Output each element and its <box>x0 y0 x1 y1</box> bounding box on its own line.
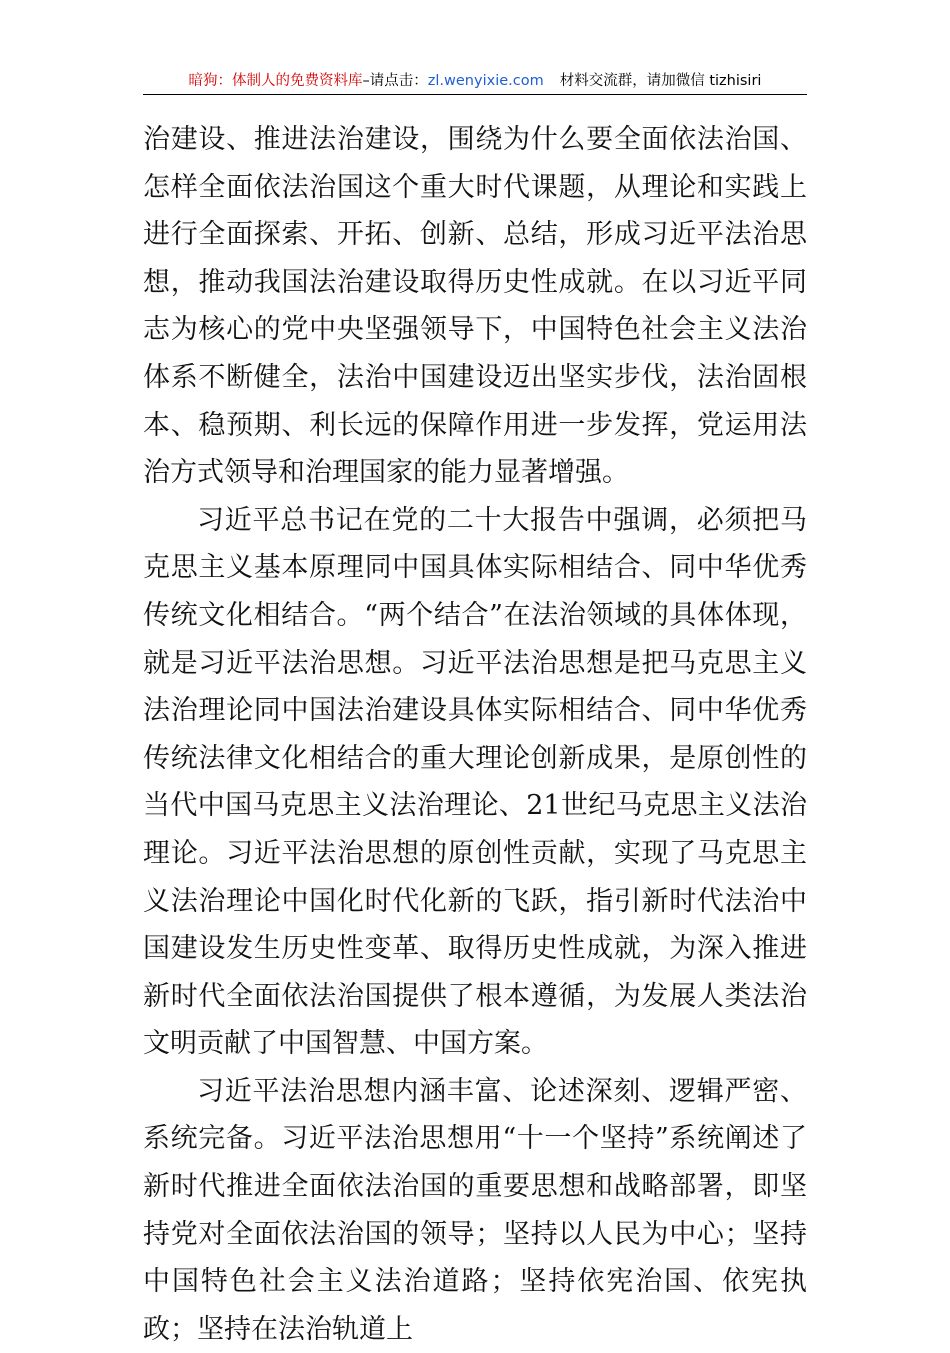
document-body <box>143 116 807 1353</box>
header-url-link[interactable]: zl.wenyixie.com <box>427 73 544 89</box>
paragraph: 习近平法治思想内涵丰富、论述深刻、逻辑严密、系统完备。习近平法治思想用“十一个坚持”系统阐述了新时代推进全面依法治国的重要思想和战略部署，即坚持党对全面依法治国的领导；坚持以人民为中心；坚持中国特色社会主义法治道路；坚持依宪治国、依宪执政；坚持在法治轨道上 <box>143 1075 807 1345</box>
header-cta-text: –请点击： <box>362 73 428 89</box>
paragraph: 习近平总书记在党的二十大报告中强调，必须把马克思主义基本原理同中国具体实际相结合、同中华优秀传统文化相结合。“两个结合”在法治领域的具体体现，就是习近平法治思想。习近平法治思想是把马克思主义法治理论同中国法治建设具体实际相结合、同中华优秀传统法律文化相结合的重大理论创新成果，是原创性的当代中国马克思主义法治理论、21世纪马克思主义法治理论。习近平法治思想的原创性贡献，实现了马克思主义法治理论中国化时代化新的飞跃，指引新时代法治中国建设发生历史性变革、取得历史性成就，为深入推进新时代全面依法治国提供了根本遵循，为发展人类法治文明贡献了中国智慧、中国方案。 <box>143 504 807 1060</box>
paragraph-continued: 治建设、推进法治建设，围绕为什么要全面依法治国、怎样全面依法治国这个重大时代课题，从理论和实践上进行全面探索、开拓、创新、总结，形成习近平法治思想，推动我国法治建设取得历史性成就。在以习近平同志为核心的党中央坚强领导下，中国特色社会主义法治体系不断健全，法治中国建设迈出坚实步伐，法治固根本、稳预期、利长远的保障作用进一步发挥，党运用法治方式领导和治理国家的能力显著增强。 <box>143 124 807 489</box>
header-wechat-note: 材料交流群，请加微信 tizhisiri <box>559 73 762 89</box>
header-brand-text: 暗狗：体制人的免费资料库 <box>188 73 363 89</box>
page-header <box>143 68 807 95</box>
